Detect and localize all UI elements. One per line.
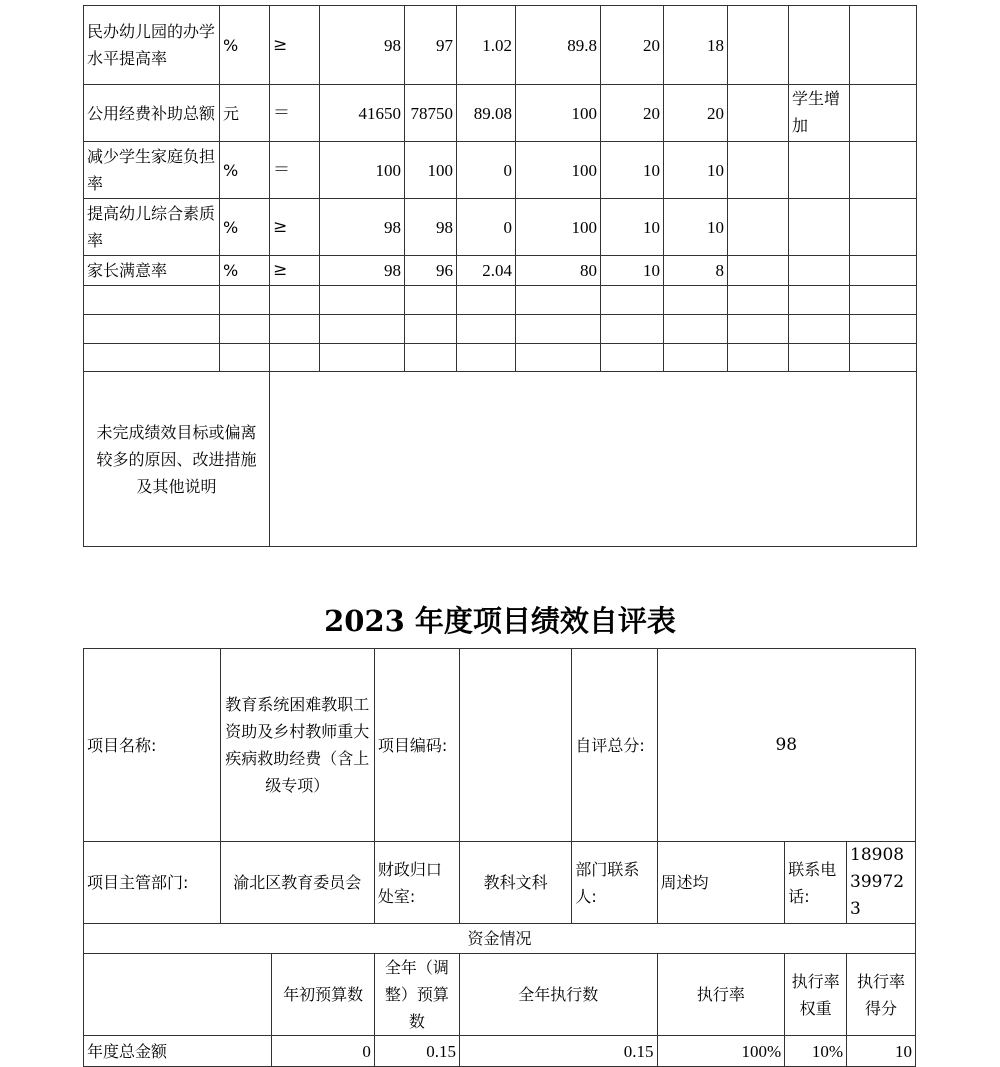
indicator-name: 提高幼儿综合素质率 — [84, 199, 220, 256]
evaluation-table — [83, 648, 916, 1067]
indicator-deviation: 2.04 — [457, 256, 516, 286]
total-weight: 10% — [785, 1036, 847, 1067]
indicator-completion-rate: 89.8 — [516, 6, 601, 85]
project-code-label: 项目编码: — [374, 649, 459, 842]
indicator-score: 18 — [664, 6, 728, 85]
indicator-blank — [457, 315, 516, 344]
indicator-weight: 10 — [601, 142, 664, 199]
project-name-value: 教育系统困难教职工资助及乡村教师重大疾病救助经费（含上级专项） — [220, 649, 374, 842]
total-score: 10 — [847, 1036, 916, 1067]
indicator-blank — [728, 344, 789, 372]
indicator-blank — [405, 315, 457, 344]
indicator-blank — [664, 315, 728, 344]
indicator-note — [789, 6, 850, 85]
indicator-unit: 元 — [220, 85, 270, 142]
indicator-actual: 97 — [405, 6, 457, 85]
indicator-table-body — [84, 6, 917, 372]
indicator-target: 98 — [320, 6, 405, 85]
indicator-score: 8 — [664, 256, 728, 286]
indicator-blank — [664, 286, 728, 315]
indicator-unit: % — [220, 199, 270, 256]
project-name-label: 项目名称: — [84, 649, 221, 842]
indicator-blank — [728, 256, 789, 286]
indicator-blank — [457, 344, 516, 372]
indicator-blank — [270, 344, 320, 372]
indicator-row — [84, 142, 917, 199]
indicator-row — [84, 6, 917, 85]
explanation-label: 未完成绩效目标或偏离较多的原因、改进措施及其他说明 — [84, 372, 270, 547]
indicator-weight: 20 — [601, 6, 664, 85]
indicator-blank — [220, 344, 270, 372]
indicator-actual: 100 — [405, 142, 457, 199]
indicator-blank — [850, 85, 917, 142]
indicator-blank — [601, 286, 664, 315]
office-label: 财政归口处室: — [374, 842, 459, 924]
col-header-adjusted: 全年（调整）预算数 — [374, 954, 459, 1036]
indicator-target: 98 — [320, 199, 405, 256]
contact-value: 周述均 — [657, 842, 785, 924]
indicator-operator: ≥ — [270, 256, 320, 286]
indicator-blank — [789, 286, 850, 315]
indicator-actual: 96 — [405, 256, 457, 286]
total-initial: 0 — [272, 1036, 374, 1067]
indicator-name: 公用经费补助总额 — [84, 85, 220, 142]
indicator-blank — [850, 199, 917, 256]
indicator-blank — [516, 286, 601, 315]
indicator-blank — [270, 286, 320, 315]
indicator-target: 41650 — [320, 85, 405, 142]
project-info-row — [84, 649, 916, 842]
total-label: 年度总金额 — [84, 1036, 272, 1067]
indicator-blank — [320, 344, 405, 372]
indicator-score: 10 — [664, 199, 728, 256]
self-score-value: 98 — [657, 649, 915, 842]
indicator-target: 100 — [320, 142, 405, 199]
indicator-operator: ≥ — [270, 199, 320, 256]
indicator-blank — [850, 142, 917, 199]
indicator-unit: % — [220, 6, 270, 85]
indicator-blank — [84, 344, 220, 372]
phone-value: 18908399723 — [847, 842, 916, 924]
indicator-blank — [320, 286, 405, 315]
department-row — [84, 842, 916, 924]
indicator-empty-row — [84, 286, 917, 315]
funds-heading-row — [84, 924, 916, 954]
indicator-completion-rate: 100 — [516, 142, 601, 199]
indicator-blank — [850, 344, 917, 372]
indicator-blank — [457, 286, 516, 315]
indicator-blank — [405, 344, 457, 372]
col-header-rate: 执行率 — [657, 954, 785, 1036]
self-score-label: 自评总分: — [572, 649, 657, 842]
indicator-blank — [728, 142, 789, 199]
indicator-empty-row — [84, 344, 917, 372]
indicator-operator: ＝ — [270, 142, 320, 199]
indicator-blank — [601, 344, 664, 372]
project-code-value — [459, 649, 571, 842]
indicator-score: 20 — [664, 85, 728, 142]
indicator-blank — [320, 315, 405, 344]
indicator-completion-rate: 100 — [516, 199, 601, 256]
indicator-note — [789, 142, 850, 199]
indicator-operator: ≥ — [270, 6, 320, 85]
total-executed: 0.15 — [459, 1036, 657, 1067]
indicator-blank — [516, 344, 601, 372]
indicator-deviation: 0 — [457, 199, 516, 256]
col-header-executed: 全年执行数 — [459, 954, 657, 1036]
indicator-blank — [220, 315, 270, 344]
explanation-row — [84, 372, 917, 547]
funds-header-row — [84, 954, 916, 1036]
indicator-table — [83, 5, 917, 547]
total-rate: 100% — [657, 1036, 785, 1067]
col-header-initial: 年初预算数 — [272, 954, 374, 1036]
indicator-row — [84, 199, 917, 256]
col-header-weight: 执行率权重 — [785, 954, 847, 1036]
indicator-row — [84, 85, 917, 142]
indicator-completion-rate: 80 — [516, 256, 601, 286]
indicator-blank — [728, 315, 789, 344]
indicator-note — [789, 256, 850, 286]
office-value: 教科文科 — [459, 842, 571, 924]
indicator-weight: 10 — [601, 256, 664, 286]
indicator-blank — [84, 315, 220, 344]
indicator-note: 学生增加 — [789, 85, 850, 142]
indicator-blank — [664, 344, 728, 372]
indicator-blank — [789, 315, 850, 344]
col-header-score: 执行率得分 — [847, 954, 916, 1036]
indicator-deviation: 0 — [457, 142, 516, 199]
funds-header-blank — [84, 954, 272, 1036]
department-label: 项目主管部门: — [84, 842, 221, 924]
indicator-blank — [728, 6, 789, 85]
indicator-name: 减少学生家庭负担率 — [84, 142, 220, 199]
indicator-unit: % — [220, 256, 270, 286]
indicator-blank — [850, 256, 917, 286]
page-title: 2023 年度项目绩效自评表 — [324, 604, 676, 638]
indicator-row — [84, 256, 917, 286]
indicator-blank — [850, 6, 917, 85]
indicator-blank — [728, 199, 789, 256]
indicator-empty-row — [84, 315, 917, 344]
indicator-blank — [850, 315, 917, 344]
indicator-note — [789, 199, 850, 256]
indicator-completion-rate: 100 — [516, 85, 601, 142]
contact-label: 部门联系人: — [572, 842, 657, 924]
indicator-blank — [84, 286, 220, 315]
indicator-blank — [728, 85, 789, 142]
indicator-blank — [601, 315, 664, 344]
indicator-score: 10 — [664, 142, 728, 199]
indicator-blank — [728, 286, 789, 315]
indicator-weight: 20 — [601, 85, 664, 142]
indicator-name: 家长满意率 — [84, 256, 220, 286]
indicator-actual: 78750 — [405, 85, 457, 142]
explanation-value — [270, 372, 917, 547]
indicator-blank — [516, 315, 601, 344]
indicator-actual: 98 — [405, 199, 457, 256]
indicator-blank — [789, 344, 850, 372]
indicator-blank — [850, 286, 917, 315]
indicator-deviation: 1.02 — [457, 6, 516, 85]
department-value: 渝北区教育委员会 — [220, 842, 374, 924]
indicator-deviation: 89.08 — [457, 85, 516, 142]
indicator-operator: ＝ — [270, 85, 320, 142]
indicator-blank — [270, 315, 320, 344]
indicator-blank — [405, 286, 457, 315]
indicator-blank — [220, 286, 270, 315]
indicator-unit: % — [220, 142, 270, 199]
total-adjusted: 0.15 — [374, 1036, 459, 1067]
total-amount-row — [84, 1036, 916, 1067]
indicator-weight: 10 — [601, 199, 664, 256]
phone-label: 联系电话: — [785, 842, 847, 924]
indicator-name: 民办幼儿园的办学水平提高率 — [84, 6, 220, 85]
funds-heading: 资金情况 — [84, 924, 916, 954]
indicator-target: 98 — [320, 256, 405, 286]
